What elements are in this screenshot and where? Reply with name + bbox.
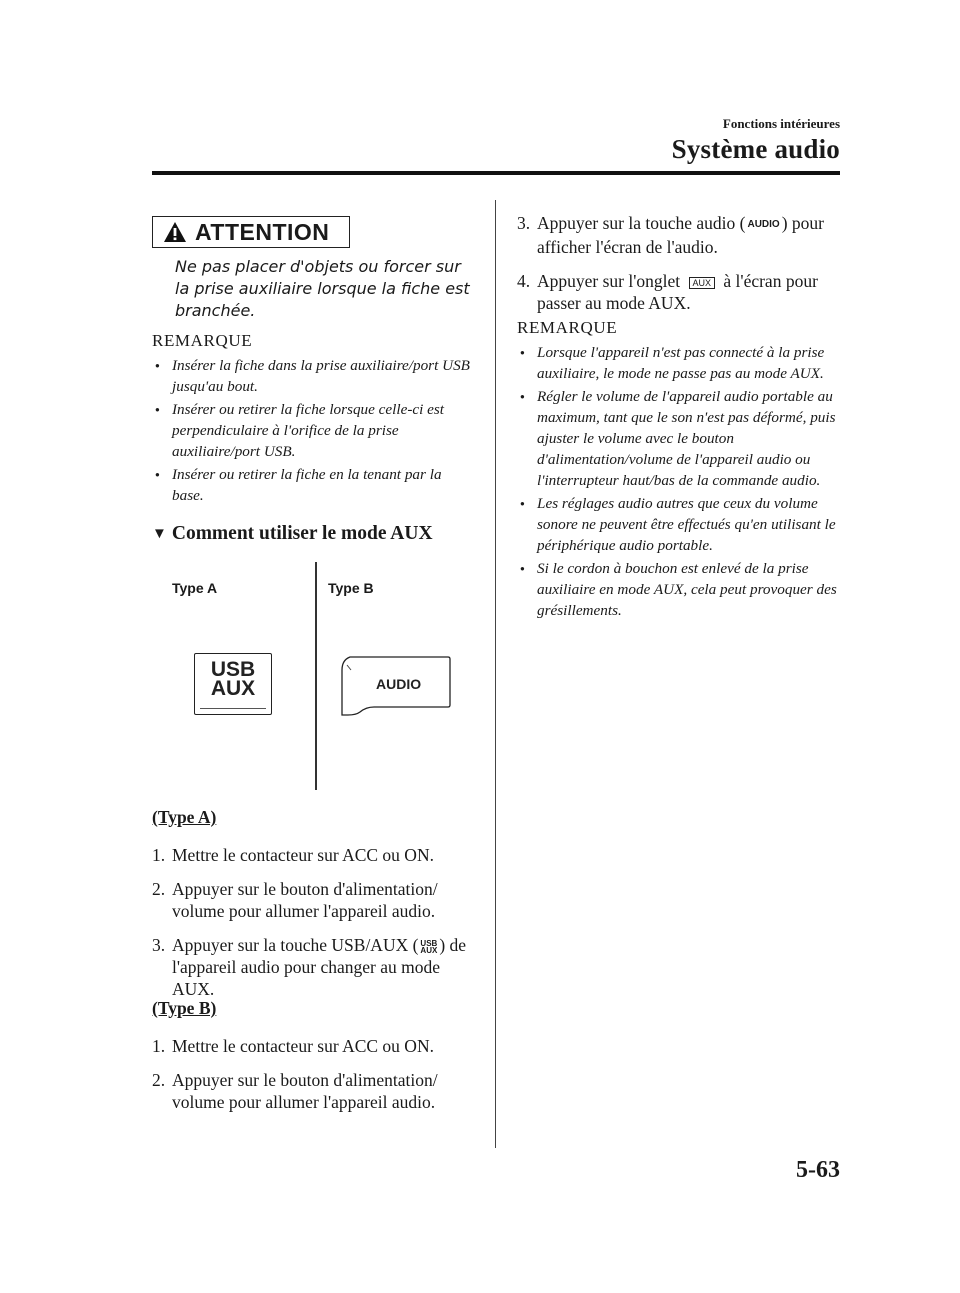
step-text: à l'écran pour passer au mode AUX. (537, 270, 818, 313)
list-item: ● Insérer ou retirer la fiche lorsque celle-ci est perpendiculaire à l'orifice de la prise auxiliaire/port USB. (152, 399, 472, 462)
figure-divider (315, 562, 317, 790)
list-item: ● Insérer la fiche dans la prise auxiliaire/port USB jusqu'au bout. (152, 355, 472, 397)
list-item: ● Lorsque l'appareil n'est pas connecté à la prise auxiliaire, le mode ne passe pas au mode AUX. (517, 342, 839, 384)
list-item: ● Insérer ou retirer la fiche en la tenant par la base. (152, 464, 472, 506)
step-text: Mettre le contacteur sur ACC ou ON. (172, 1036, 434, 1056)
type-a-heading: (Type A) (152, 807, 217, 827)
section-heading-text: Comment utiliser le mode AUX (171, 523, 433, 544)
audio-button-label: AUDIO (376, 676, 422, 692)
usb-aux-button (194, 653, 272, 715)
attention-box (152, 216, 350, 248)
page-number: 5-63 (796, 1157, 840, 1183)
type-a-instructions (152, 806, 482, 1012)
audio-button (338, 656, 452, 716)
list-item: 1. Mettre le contacteur sur ACC ou ON. (152, 845, 434, 865)
aux-button-label: AUX (210, 677, 256, 700)
type-b-heading: (Type B) (152, 998, 217, 1018)
type-a-label: Type A (172, 580, 218, 596)
list-item: 2. Appuyer sur le bouton d'alimentation/ volume pour allumer l'appareil audio. (152, 1070, 438, 1112)
step-text: Appuyer sur la touche USB/AUX ( (172, 935, 419, 955)
list-item: 2. Appuyer sur le bouton d'alimentation/ volume pour allumer l'appareil audio. (152, 879, 438, 921)
remarque-title: REMARQUE (152, 331, 253, 350)
section-heading (152, 523, 433, 545)
usb-aux-inline-icon: USB AUX (420, 938, 438, 955)
list-item: 3. Appuyer sur la touche USB/AUX ( USB AUX ) de l'appareil audio pour changer au mode AUX. (152, 935, 467, 999)
remarque-title: REMARQUE (517, 318, 618, 337)
type-b-instructions-continued (517, 212, 837, 326)
remarque-list (152, 355, 472, 506)
step-text: Mettre le contacteur sur ACC ou ON. (172, 845, 434, 865)
list-item: 3. Appuyer sur la touche audio ( AUDIO ) pour afficher l'écran de l'audio. (517, 213, 824, 257)
list-item: 4. Appuyer sur l'onglet AUX à l'écran pour passer au mode AUX. (517, 270, 818, 313)
audio-inline-icon: AUDIO (747, 218, 780, 230)
step-text: Appuyer sur le bouton d'alimentation/ volume pour allumer l'appareil audio. (172, 1070, 438, 1112)
list-item: ● Régler le volume de l'appareil audio portable au maximum, tant que le son n'est pas déformé, puis ajuster le volume avec le bouton d'alimentation/volume de l'appareil audio ou l'interrupteur haut/bas de la commande audio. (517, 386, 839, 491)
attention-label: ATTENTION (195, 218, 330, 245)
step-text: Appuyer sur le bouton d'alimentation/ volume pour allumer l'appareil audio. (172, 879, 438, 921)
step-text: ) de l'appareil audio pour changer au mode AUX. (172, 935, 467, 999)
remarque-block-1 (152, 331, 472, 508)
remarque-block-2 (517, 318, 839, 623)
usb-button-label: USB (210, 658, 256, 681)
step-text: Appuyer sur l'onglet (537, 270, 681, 291)
list-item: ● Si le cordon à bouchon est enlevé de la prise auxiliaire en mode AUX, cela peut provoquer des grésillements. (517, 558, 839, 621)
step-text: ) pour afficher l'écran de l'audio. (537, 213, 824, 257)
type-b-instructions (152, 997, 482, 1125)
warning-icon (163, 221, 187, 243)
column-divider (495, 200, 496, 1148)
aux-tab-icon: AUX (689, 277, 716, 289)
type-b-label: Type B (328, 580, 374, 596)
section-title: Système audio (671, 134, 840, 164)
attention-text: Ne pas placer d'objets ou forcer sur la prise auxiliaire lorsque la fiche est branchée. (175, 257, 470, 320)
list-item: 1. Mettre le contacteur sur ACC ou ON. (152, 1036, 434, 1056)
triangle-bullet-icon: ▼ (152, 525, 167, 542)
remarque-list (517, 342, 839, 621)
step-text: Appuyer sur la touche audio ( (537, 213, 746, 233)
section-label: Fonctions intérieures (722, 116, 840, 131)
header-rule (152, 171, 840, 175)
list-item: ● Les réglages audio autres que ceux du volume sonore ne peuvent être effectués qu'en utilisant le périphérique audio portable. (517, 493, 839, 556)
